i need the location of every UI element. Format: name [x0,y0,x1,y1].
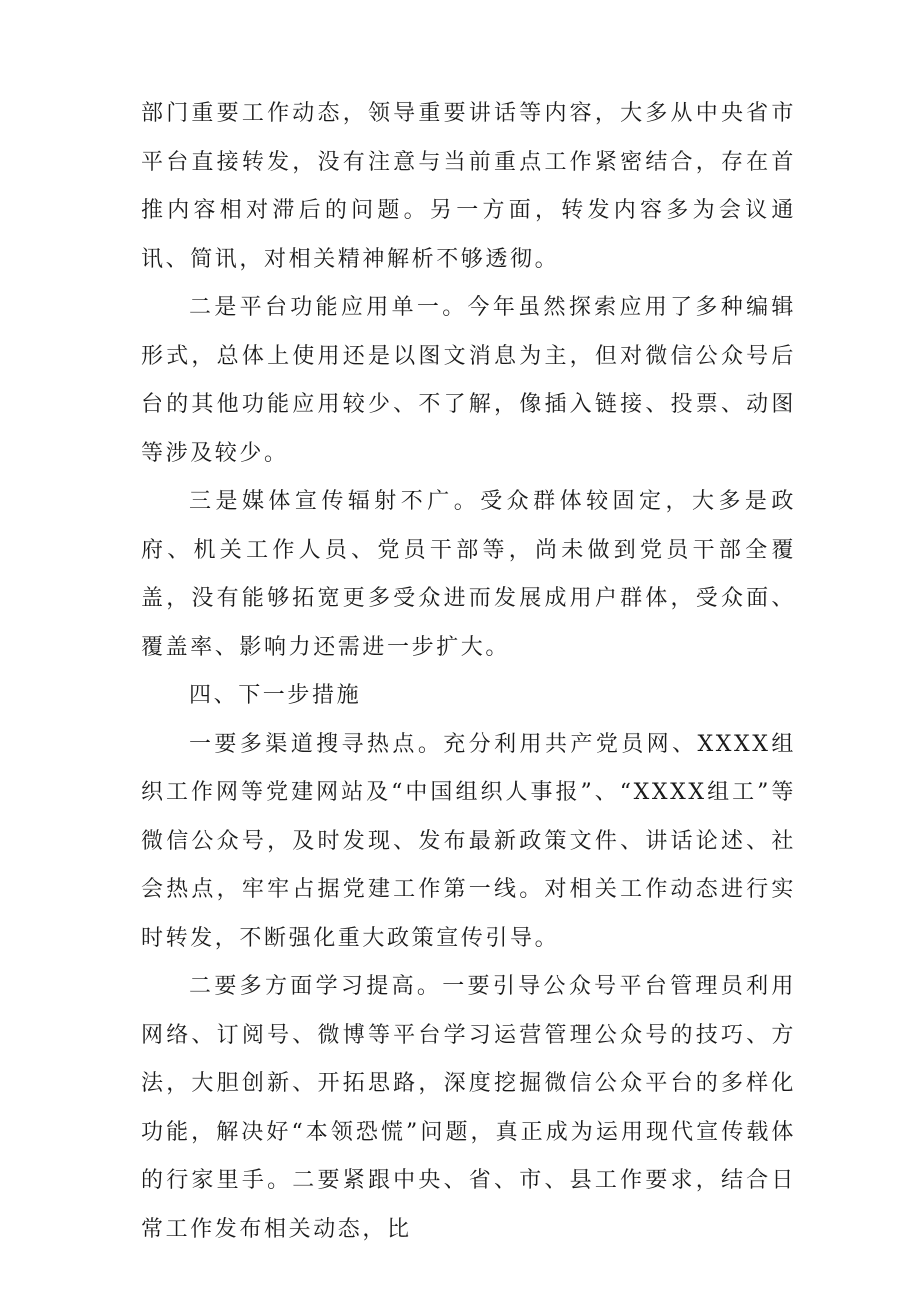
paragraph-measure-hotspots: 一要多渠道搜寻热点。充分利用共产党员网、XXXX组织工作网等党建网站及“中国组织人事报”、“XXXX组工”等微信公众号，及时发现、发布最新政策文件、讲话论述、社会热点，牢牢占据党建工作第一线。对相关工作动态进行实时转发，不断强化重大政策宣传引导。 [141,731,796,951]
section-heading-next-steps: 四、下一步措施 [189,683,362,708]
paragraph-continuation: 部门重要工作动态，领导重要讲话等内容，大多从中央省市平台直接转发，没有注意与当前重点工作紧密结合，存在首推内容相对滞后的问题。另一方面，转发内容多为会议通讯、简讯，对相关精神解析不够透彻。 [141,101,796,272]
paragraph-problem-platform-function: 二是平台功能应用单一。今年虽然探索应用了多种编辑形式，总体上使用还是以图文消息为主，但对微信公众号后台的其他功能应用较少、不了解，像插入链接、投票、动图等涉及较少。 [141,295,796,466]
paragraph-measure-learning: 二要多方面学习提高。一要引导公众号平台管理员利用网络、订阅号、微博等平台学习运营管理公众号的技巧、方法，大胆创新、开拓思路，深度挖掘微信公众平台的多样化功能，解决好“本领恐慌”问题，真正成为运用现代宣传载体的行家里手。二要紧跟中央、省、市、县工作要求，结合日常工作发布相关动态，比 [141,974,796,1242]
paragraph-problem-media-reach: 三是媒体宣传辐射不广。受众群体较固定，大多是政府、机关工作人员、党员干部等，尚未做到党员干部全覆盖，没有能够拓宽更多受众进而发展成用户群体，受众面、覆盖率、影响力还需进一步扩大。 [141,489,796,660]
document-body [141,90,796,1254]
